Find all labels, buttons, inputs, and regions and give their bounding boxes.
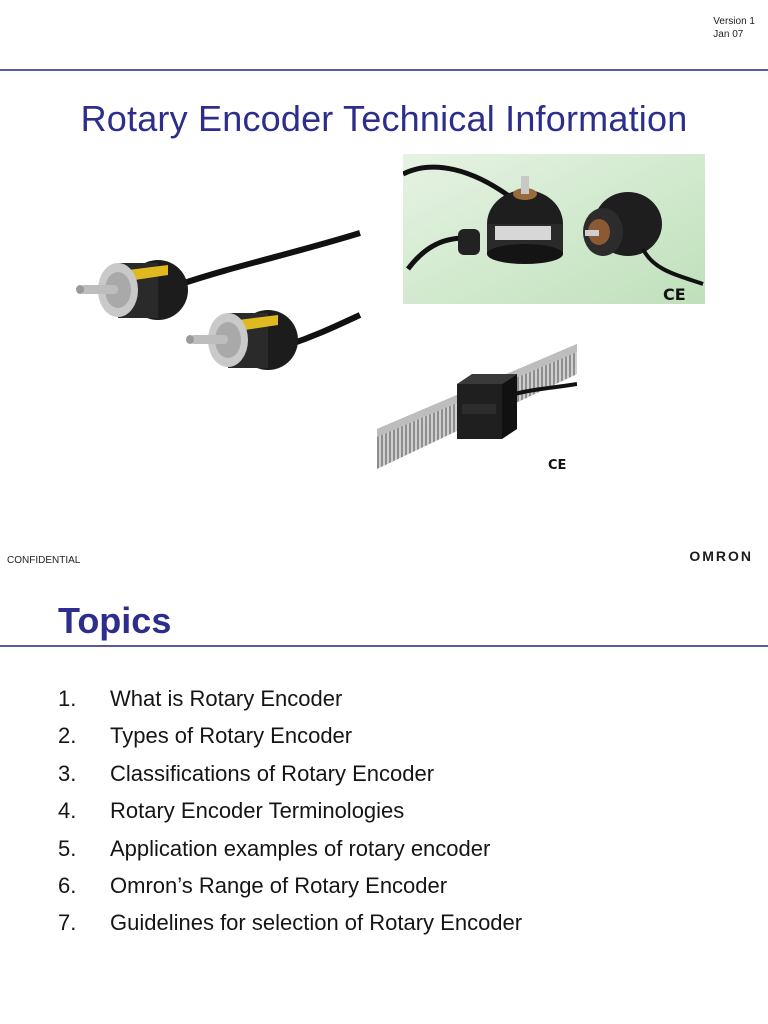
topic-number: 1. xyxy=(58,686,77,711)
topic-item xyxy=(58,680,522,717)
topics-list xyxy=(58,680,522,942)
topics-title: Topics xyxy=(58,600,172,641)
encoder-pair-photo xyxy=(68,225,368,405)
header-rule xyxy=(0,69,768,71)
topic-text: Application examples of rotary encoder xyxy=(110,835,491,861)
version-date: Jan 07 xyxy=(713,29,744,40)
encoder-green-photo xyxy=(403,154,705,304)
topics-slide xyxy=(0,580,768,1024)
topic-item xyxy=(58,830,522,867)
topic-text: Types of Rotary Encoder xyxy=(110,723,353,749)
brand-logo: OMRON xyxy=(689,548,753,564)
topic-text: Classifications of Rotary Encoder xyxy=(110,760,435,786)
ce-mark-1: CE xyxy=(663,285,686,304)
slide-title: Rotary Encoder Technical Information xyxy=(80,98,688,139)
linear-scale-photo xyxy=(377,334,577,474)
confidential-label: CONFIDENTIAL xyxy=(7,555,81,566)
topic-item xyxy=(58,904,522,941)
topic-text: Rotary Encoder Terminologies xyxy=(110,798,405,824)
topic-item xyxy=(58,717,522,754)
topic-item xyxy=(58,792,522,829)
topic-number: 4. xyxy=(58,798,77,824)
topic-item xyxy=(58,867,522,904)
topic-number: 2. xyxy=(58,723,77,749)
version-label: Version 1 xyxy=(713,16,755,27)
topic-text: Omron’s Range of Rotary Encoder xyxy=(110,872,448,898)
topic-number: 3. xyxy=(58,760,77,786)
topic-item xyxy=(58,755,522,792)
topic-number: 6. xyxy=(58,872,77,898)
topic-number: 5. xyxy=(58,835,77,861)
topic-number: 7. xyxy=(58,910,77,936)
topics-rule xyxy=(0,645,768,647)
topic-text: What is Rotary Encoder xyxy=(110,686,343,711)
version-info xyxy=(713,15,755,41)
ce-mark-2: CE xyxy=(548,458,567,473)
topic-text: Guidelines for selection of Rotary Encoder xyxy=(110,910,523,936)
